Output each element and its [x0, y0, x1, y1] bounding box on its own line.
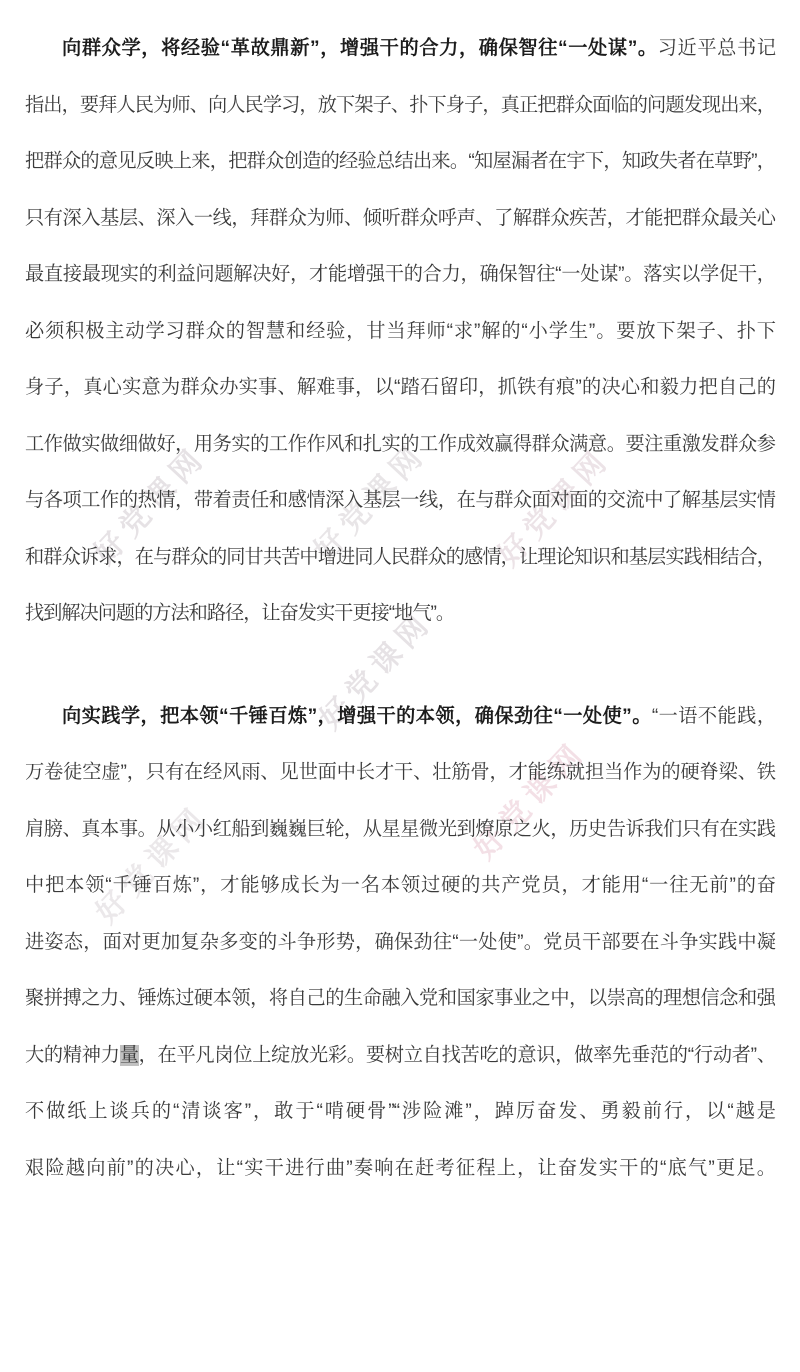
text-line — [25, 191, 775, 248]
text-segment: 最直接最现实的利益问题解决好，才能增强干的合力，确保智往“一处谋”。落实以学促干， — [25, 264, 775, 285]
text-segment: 中把本领“千锤百炼”，才能够成长为一名本领过硬的共产党员，才能用“一往无前”的奋 — [25, 875, 775, 896]
watermark-text: 好党课网 — [90, 799, 216, 930]
text-line — [25, 802, 775, 859]
text-segment: ，在平凡岗位上绽放光彩。要树立自找苦吃的意识，做率先垂范的“行动者”、 — [138, 1044, 776, 1066]
text-line — [25, 473, 775, 530]
text-line — [25, 745, 775, 802]
lead-sentence: 向群众学，将经验“革故鼎新”，增强干的合力，确保智往“一处谋”。 — [62, 38, 658, 59]
watermark-text: 好党课网 — [314, 605, 440, 736]
watermark-text: 好党课网 — [88, 440, 214, 571]
text-segment: 肩膀、真本事。从小小红船到巍巍巨轮，从星星微光到燎原之火，历史告诉我们只有在实践 — [25, 818, 775, 840]
text-line — [25, 858, 775, 915]
text-line — [25, 134, 775, 191]
text-segment: 找到解决问题的方法和路径，让奋发实干更接“地气”。 — [25, 603, 455, 624]
text-line — [25, 247, 775, 304]
text-segment: 身子，真心实意为群众办实事、解难事，以“踏石留印，抓铁有痕”的决心和毅力把自己的 — [25, 377, 775, 398]
text-line — [25, 586, 775, 643]
watermark-text: 好党课网 — [492, 442, 618, 573]
text-segment: 和群众诉求，在与群众的同甘共苦中增进同人民群众的感情，让理论知识和基层实践相结合， — [25, 546, 775, 568]
text-line — [25, 360, 775, 417]
text-segment: 聚拼搏之力、锤炼过硬本领，将自己的生命融入党和国家事业之中，以崇高的理想信念和强 — [25, 988, 775, 1009]
text-line — [25, 1084, 775, 1141]
text-line — [25, 1141, 775, 1198]
watermark-text: 好党课网 — [308, 437, 434, 568]
text-line — [25, 417, 775, 474]
lead-sentence: 向实践学，把本领“千锤百炼”，增强干的本领，确保劲往“一处使”。 — [62, 705, 652, 727]
text-segment: 把群众的意见反映上来，把群众创造的经验总结出来。“知屋漏者在宇下，知政失者在草野”， — [25, 151, 775, 172]
text-segment: 进姿态，面对更加复杂多变的斗争形势，确保劲往“一处使”。党员干部要在斗争实践中凝 — [25, 931, 775, 953]
text-segment: 与各项工作的热情，带着责任和感情深入基层一线，在与群众面对面的交流中了解基层实情 — [25, 490, 775, 511]
text-segment: “一语不能践， — [651, 705, 776, 727]
paragraph — [25, 21, 775, 643]
text-line — [25, 530, 775, 587]
text-line — [25, 21, 775, 78]
text-segment: 只有深入基层、深入一线，拜群众为师、倾听群众呼声、了解群众疾苦，才能把群众最关心 — [25, 207, 775, 229]
paragraph — [25, 689, 775, 1198]
text-segment: 指出，要拜人民为师、向人民学习，放下架子、扑下身子，真正把群众面临的问题发现出来， — [25, 94, 775, 116]
text-segment: 习近平总书记 — [657, 38, 776, 59]
text-line — [25, 689, 775, 746]
text-line — [25, 915, 775, 972]
text-line — [25, 1028, 775, 1085]
text-line — [25, 971, 775, 1028]
watermark-text: 好党课网 — [468, 735, 594, 866]
highlighted-char: 量 — [119, 1044, 139, 1066]
text-segment: 艰险越向前”的决心，让“实干进行曲”奏响在赶考征程上，让奋发实干的“底气”更足。 — [25, 1157, 775, 1179]
text-line — [25, 304, 775, 361]
text-segment: 万卷徒空虚”，只有在经风雨、见世面中长才干、壮筋骨，才能练就担当作为的硬脊梁、铁 — [25, 762, 775, 783]
text-line — [25, 78, 775, 135]
text-segment: 必须积极主动学习群众的智慧和经验，甘当拜师“求”解的“小学生”。要放下架子、扑下 — [25, 320, 775, 342]
text-segment: 不做纸上谈兵的“清谈客”，敢于“啃硬骨”“涉险滩”，踔厉奋发、勇毅前行，以“越是 — [25, 1101, 775, 1122]
text-segment: 大的精神力 — [25, 1044, 120, 1066]
text-segment: 工作做实做细做好，用务实的工作作风和扎实的工作成效赢得群众满意。要注重激发群众参 — [25, 433, 775, 455]
